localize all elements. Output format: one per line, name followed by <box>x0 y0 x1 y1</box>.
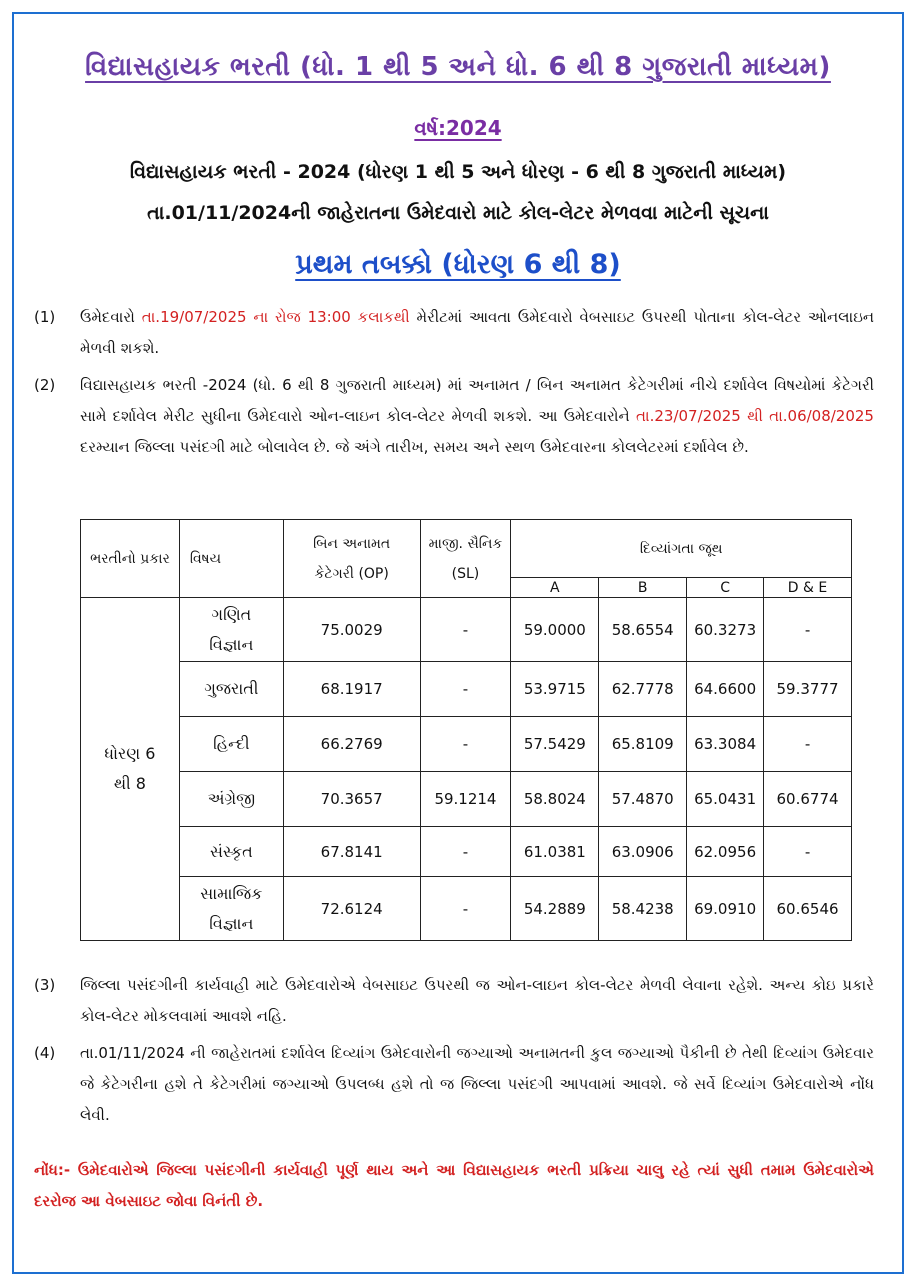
de-cell: - <box>764 717 852 772</box>
instruction-text: તા.01/11/2024 ની જાહેરાતમાં દર્શાવેલ દિવ્યાંગ ઉમેદવારોની જગ્યાઓ અનામતની કુલ જગ્યાઓ પૈકીની છે તેથી દિવ્યાંગ ઉમેદવાર જે કેટેગરીના હશે તે કેટેગરીમાં જગ્યાઓ ઉપલબ્ધ હશે તો જ જિલ્લા પસંદગી આપવામાં આવશે. જે સર્વે દિવ્યાંગ ઉમેદવારોએ નોંધ લેવી. <box>80 1044 874 1124</box>
c-cell: 64.6600 <box>687 662 764 717</box>
instruction-number: (1) <box>34 308 56 326</box>
subtitle-line-2: તા.01/11/2024ની જાહેરાતના ઉમેદવારો માટે કોલ-લેટર મેળવવા માટેની સૂચના <box>147 202 769 224</box>
c-cell: 60.3273 <box>687 598 764 662</box>
sl-cell: - <box>420 717 511 772</box>
op-cell: 70.3657 <box>283 772 420 827</box>
instruction-number: (3) <box>34 976 56 994</box>
de-cell: 59.3777 <box>764 662 852 717</box>
header-op: બિન અનામત કેટેગરી (OP) <box>283 520 420 598</box>
merit-table <box>80 519 852 941</box>
instruction-text <box>80 302 874 364</box>
table-row <box>81 717 852 772</box>
instruction-text: જિલ્લા પસંદગીની કાર્યવાહી માટે ઉમેદવારોએ વેબસાઇટ ઉપરથી જ ઓન-લાઇન કોલ-લેટર મેળવી લેવાના રહેશે. અન્ય કોઇ પ્રકારે કોલ-લેટર મોકલવામાં આવશે નહિ. <box>80 976 874 1025</box>
b-cell: 63.0906 <box>599 827 687 877</box>
sl-cell: - <box>420 598 511 662</box>
de-cell: - <box>764 598 852 662</box>
a-cell: 57.5429 <box>511 717 599 772</box>
c-cell: 62.0956 <box>687 827 764 877</box>
instruction-number: (2) <box>34 376 56 394</box>
de-cell: 60.6774 <box>764 772 852 827</box>
instruction-text-part: મેરીટમાં આવતા ઉમેદવારો વેબસાઇટ ઉપરથી પોતાના કોલ-લેટર ઓનલાઇન મેળવી શકશે. <box>80 308 875 357</box>
instruction-text-part: વિદ્યાસહાયક ભરતી -2024 (ધો. 6 થી 8 ગુજરાતી માધ્યમ) માં અનામત / બિન અનામત કેટેગરીમાં નીચે દર્શાવેલ વિષયોમાં કેટેગરી સામે દર્શાવેલ મેરીટ સુધીના ઉમેદવારો ઓન-લાઇન કોલ-લેટર મેળવી શકશે. આ ઉમેદવારોને <box>80 376 874 425</box>
subject-cell: ગણિત વિજ્ઞાન <box>179 598 283 662</box>
instruction-text-part: ઉમેદવારો <box>80 308 142 326</box>
highlighted-date: તા.23/07/2025 થી તા.06/08/2025 <box>635 407 874 425</box>
header-a: A <box>511 578 599 598</box>
subtitle-line-1: વિદ્યાસહાયક ભરતી - 2024 (ધોરણ 1 થી 5 અને ધોરણ - 6 થી 8 ગુજરાતી માધ્યમ) <box>129 161 787 183</box>
a-cell: 53.9715 <box>511 662 599 717</box>
header-b: B <box>599 578 687 598</box>
sl-cell: - <box>420 877 511 941</box>
header-recruitment-type: ભરતીનો પ્રકાર <box>81 520 180 598</box>
op-cell: 72.6124 <box>283 877 420 941</box>
sl-cell: - <box>420 662 511 717</box>
table-row <box>81 598 852 662</box>
instruction-4 <box>34 1038 874 1131</box>
op-cell: 67.8141 <box>283 827 420 877</box>
a-cell: 58.8024 <box>511 772 599 827</box>
header-subject: વિષય <box>179 520 283 598</box>
instruction-text-part: દરમ્યાન જિલ્લા પસંદગી માટે બોલાવેલ છે. જે અંગે તારીખ, સમય અને સ્થળ ઉમેદવારના કોલલેટરમાં દર્શાવેલ છે. <box>80 438 749 456</box>
subject-cell: સંસ્કૃત <box>179 827 283 877</box>
op-cell: 66.2769 <box>283 717 420 772</box>
header-c: C <box>687 578 764 598</box>
grade-cell: ધોરણ 6 થી 8 <box>81 598 180 941</box>
table-row <box>81 772 852 827</box>
header-sl: માજી. સૈનિક (SL) <box>420 520 511 598</box>
a-cell: 54.2889 <box>511 877 599 941</box>
instruction-1 <box>34 302 874 364</box>
sl-cell: - <box>420 827 511 877</box>
op-cell: 68.1917 <box>283 662 420 717</box>
subject-cell: સામાજિક વિજ્ઞાન <box>179 877 283 941</box>
a-cell: 59.0000 <box>511 598 599 662</box>
subject-cell: અંગ્રેજી <box>179 772 283 827</box>
subject-cell: ગુજરાતી <box>179 662 283 717</box>
b-cell: 62.7778 <box>599 662 687 717</box>
phase-heading: પ્રથમ તબક્કો (ધોરણ 6 થી 8) <box>295 249 621 280</box>
op-cell: 75.0029 <box>283 598 420 662</box>
instruction-number: (4) <box>34 1044 56 1062</box>
instruction-3 <box>34 970 874 1032</box>
table-row <box>81 827 852 877</box>
header-disability-group: દિવ્યાંગતા જૂથ <box>511 520 852 578</box>
instruction-2 <box>34 370 874 463</box>
table-row <box>81 662 852 717</box>
de-cell: - <box>764 827 852 877</box>
c-cell: 69.0910 <box>687 877 764 941</box>
table-row <box>81 877 852 941</box>
b-cell: 58.6554 <box>599 598 687 662</box>
note-text: નોંધ:- ઉમેદવારોએ જિલ્લા પસંદગીની કાર્યવાહી પૂર્ણ થાય અને આ વિદ્યાસહાયક ભરતી પ્રક્રિયા ચાલુ રહે ત્યાં સુધી તમામ ઉમેદવારોએ દરરોજ આ વેબસાઇટ જોવા વિનંતી છે. <box>34 1161 874 1210</box>
b-cell: 65.8109 <box>599 717 687 772</box>
b-cell: 58.4238 <box>599 877 687 941</box>
subject-cell: હિન્દી <box>179 717 283 772</box>
c-cell: 65.0431 <box>687 772 764 827</box>
b-cell: 57.4870 <box>599 772 687 827</box>
instruction-text <box>80 370 874 463</box>
sl-cell: 59.1214 <box>420 772 511 827</box>
page-title: વિદ્યાસહાયક ભરતી (ધો. 1 થી 5 અને ધો. 6 થી 8 ગુજરાતી માધ્યમ) <box>85 52 831 82</box>
de-cell: 60.6546 <box>764 877 852 941</box>
header-de: D & E <box>764 578 852 598</box>
c-cell: 63.3084 <box>687 717 764 772</box>
highlighted-date: તા.19/07/2025 ના રોજ 13:00 કલાકથી <box>141 308 410 326</box>
a-cell: 61.0381 <box>511 827 599 877</box>
year-label: વર્ષ:2024 <box>414 116 502 140</box>
